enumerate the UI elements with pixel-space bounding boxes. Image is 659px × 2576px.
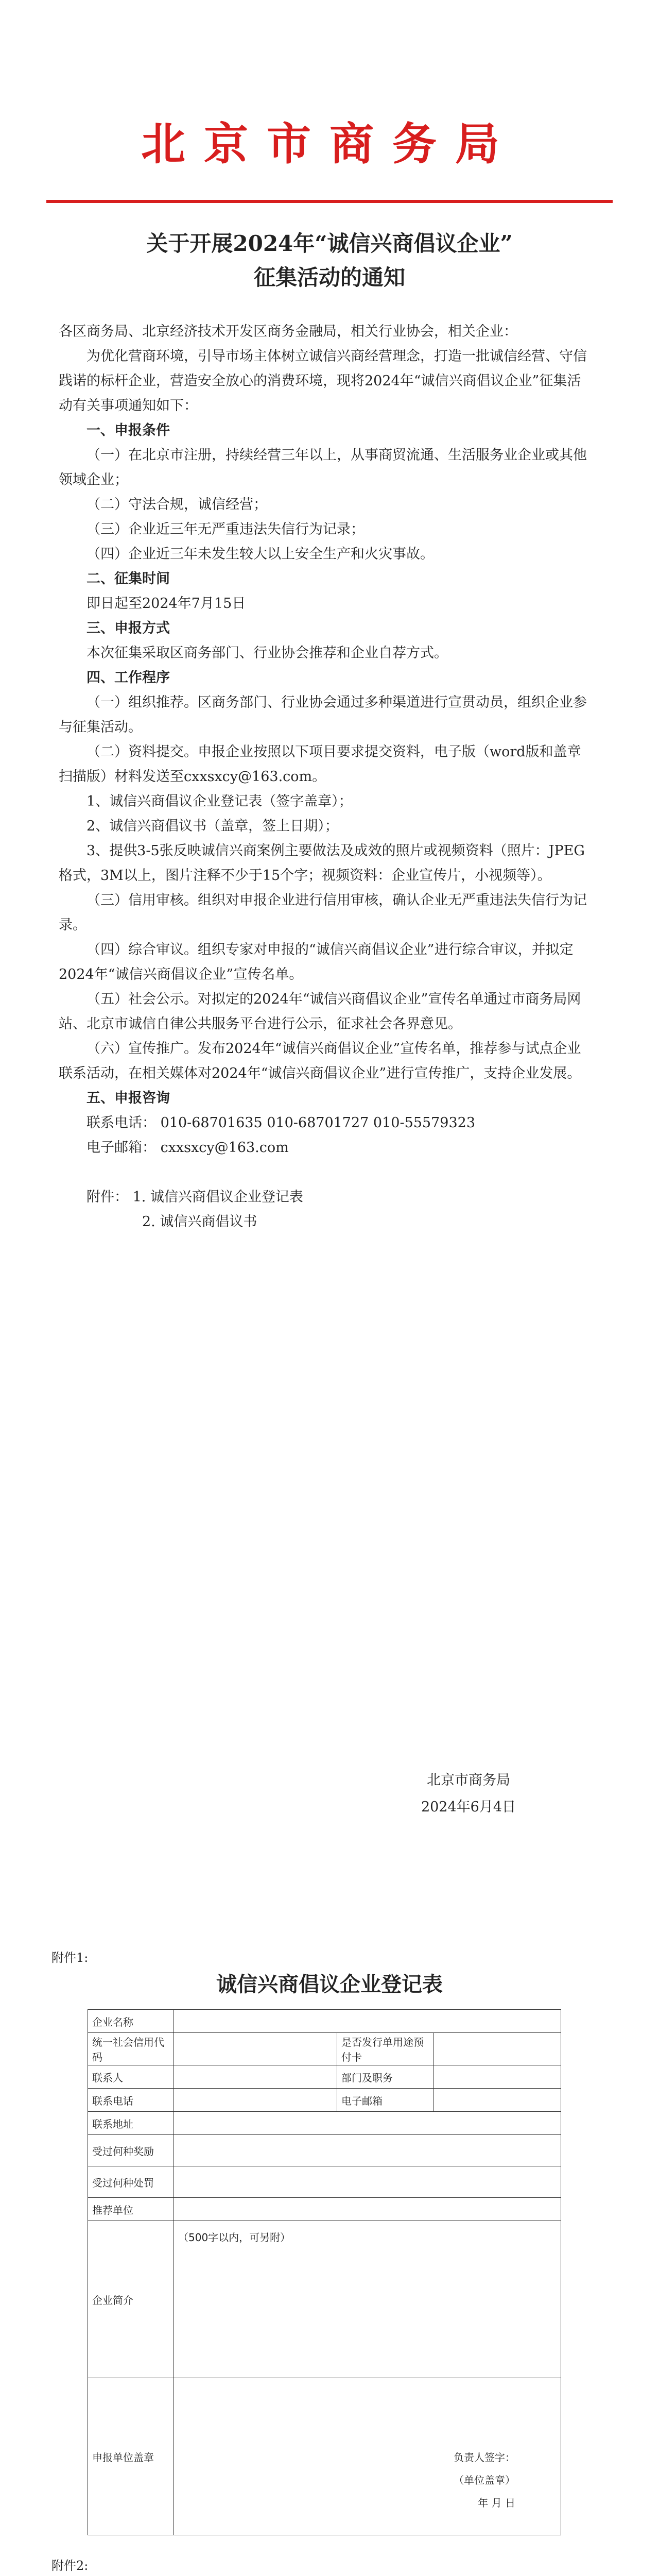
recommender-field[interactable] (174, 2198, 561, 2221)
row-label: 受过何种处罚 (88, 2166, 174, 2198)
title-line-1: 关于开展2024年“诚信兴商倡议企业” (146, 231, 513, 256)
registration-table (88, 2009, 561, 2535)
procedure-paragraph: （六）宣传推广。发布2024年“诚信兴商倡议企业”宣传名单，推荐参与试点企业联系活动，在相关媒体对2024年“诚信兴商倡议企业”进行宣传推广，支持企业发展。 (59, 1041, 581, 1081)
form-title: 诚信兴商倡议企业登记表 (216, 1973, 443, 1996)
document-title (31, 227, 628, 295)
row-label: 受过何种奖励 (88, 2135, 174, 2166)
company-name-field[interactable] (174, 2010, 561, 2033)
row-label: 是否发行单用途预付卡 (337, 2033, 433, 2065)
honors-field[interactable] (174, 2135, 561, 2166)
procedure-paragraph: （二）资料提交。申报企业按照以下项目要求提交资料，电子版（word版和盖章扫描版）材料发送至cxxsxcy@163.com。 (59, 744, 581, 785)
company-intro-field[interactable] (174, 2221, 561, 2378)
row-label: 推荐单位 (88, 2198, 174, 2221)
section-heading: 一、申报条件 (86, 422, 170, 438)
section-text: 即日起至2024年7月15日 (86, 596, 246, 612)
phone-field[interactable] (174, 2089, 337, 2112)
credit-code-field[interactable] (174, 2033, 337, 2065)
signature-org: 北京市商务局 (427, 1772, 510, 1788)
row-label: 申报单位盖章 (88, 2378, 174, 2535)
attachments-block (59, 1185, 594, 1210)
procedure-paragraph: （一）组织推荐。区商务部门、行业协会通过多种渠道进行宣贯动员，组织企业参与征集活动。 (59, 694, 587, 735)
date-line: 年 月 日 (478, 2497, 515, 2509)
initiative-page (31, 2555, 628, 2576)
row-label: 企业简介 (88, 2221, 174, 2378)
seal-note: （单位盖章） (454, 2474, 515, 2486)
procedure-paragraph: （五）社会公示。对拟定的2024年“诚信兴商倡议企业”宣传名单通过市商务局网站、北京市诚信自律公共服务平台进行公示，征求社会各界意见。 (59, 991, 581, 1032)
contact-phone: 联系电话： 010-68701635 010-68701727 010-55579323 (86, 1115, 475, 1131)
section-text: 本次征集采取区商务部门、行业协会推荐和企业自荐方式。 (86, 645, 448, 661)
row-label: 部门及职务 (337, 2065, 433, 2089)
signature-date: 2024年6月4日 (421, 1799, 516, 1815)
materials-item: 3、提供3-5张反映诚信兴商案例主要做法及成效的照片或视频资料（照片：JPEG格式，3M以上，图片注释不少于15个字；视频资料：企业宣传片，小视频等）。 (59, 843, 585, 884)
row-label: 企业名称 (88, 2010, 174, 2033)
email-field[interactable] (433, 2089, 561, 2112)
prepaid-card-field[interactable] (433, 2033, 561, 2065)
row-label: 联系人 (88, 2065, 174, 2089)
title-line-2: 征集活动的通知 (253, 265, 405, 290)
signature-block (360, 1767, 577, 1821)
masthead: 北京市商务局 (141, 118, 518, 170)
red-divider (46, 200, 613, 203)
registration-form-page (31, 1947, 628, 2535)
attachment-item: 2. 诚信兴商倡议书 (142, 1214, 257, 1230)
condition-item: （四）企业近三年未发生较大以上安全生产和火灾事故。 (86, 546, 434, 562)
seal-field[interactable] (174, 2378, 561, 2535)
section-heading: 二、征集时间 (86, 571, 170, 587)
procedure-paragraph: （四）综合审议。组织专家对申报的“诚信兴商倡议企业”进行综合审议，并拟定2024年“诚信兴商倡议企业”宣传名单。 (59, 942, 574, 982)
contact-email: 电子邮箱： cxxsxcy@163.com (86, 1140, 289, 1156)
section-heading: 三、申报方式 (86, 620, 170, 636)
condition-item: （二）守法合规，诚信经营； (86, 497, 267, 513)
materials-item: 1、诚信兴商倡议企业登记表（签字盖章）； (86, 793, 353, 809)
addressees: 各区商务局、北京经济技术开发区商务金融局，相关行业协会，相关企业： (59, 324, 517, 340)
condition-item: （一）在北京市注册，持续经营三年以上，从事商贸流通、生活服务业企业或其他领域企业； (59, 447, 587, 488)
address-field[interactable] (174, 2112, 561, 2135)
attachment-item: 1. 诚信兴商倡议企业登记表 (132, 1189, 303, 1205)
section-heading: 五、申报咨询 (86, 1090, 170, 1106)
intro-note: （500字以内，可另附） (178, 2231, 291, 2244)
notice-body (59, 319, 594, 1234)
materials-item: 2、诚信兴商倡议书（盖章，签上日期）； (86, 818, 339, 834)
row-label: 联系电话 (88, 2089, 174, 2112)
penalties-field[interactable] (174, 2166, 561, 2198)
intro-paragraph: 为优化营商环境，引导市场主体树立诚信兴商经营理念，打造一批诚信经营、守信践诺的标杆企业，营造安全放心的消费环境，现将2024年“诚信兴商倡议企业”征集活动有关事项通知如下： (59, 348, 587, 414)
contact-person-field[interactable] (174, 2065, 337, 2089)
attachment-label: 附件2: (51, 2558, 89, 2573)
condition-item: （三）企业近三年无严重违法失信行为记录； (86, 521, 365, 537)
row-label: 联系地址 (88, 2112, 174, 2135)
row-label: 统一社会信用代码 (88, 2033, 174, 2065)
section-heading: 四、工作程序 (86, 670, 170, 686)
procedure-paragraph: （三）信用审核。组织对申报企业进行信用审核，确认企业无严重违法失信行为记录。 (59, 892, 587, 933)
department-field[interactable] (433, 2065, 561, 2089)
responsible-signature: 负责人签字： (454, 2451, 515, 2464)
attachments-label: 附件： (86, 1189, 128, 1205)
notice-page (31, 0, 628, 1917)
row-label: 电子邮箱 (337, 2089, 433, 2112)
attachment-label: 附件1: (51, 1951, 89, 1965)
